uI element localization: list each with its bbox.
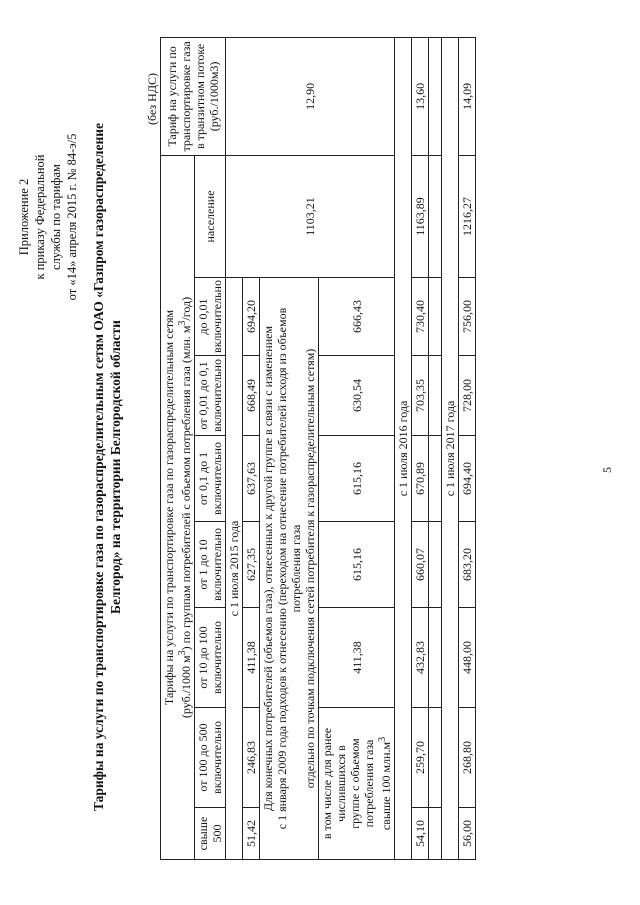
document-title (90, 37, 124, 897)
appendix-line: Приложение 2 (17, 178, 31, 256)
table-cell: 268,80 (459, 708, 476, 808)
table-cell: 615,16 (319, 436, 395, 522)
table-cell: 13,60 (412, 37, 429, 155)
appendix-line: от «14» апреля 2015 г. № 84-э/5 (65, 133, 79, 301)
table-cell: 728,00 (459, 356, 476, 436)
period-row-2016: с 1 июля 2016 года (395, 37, 412, 859)
table-cell: 259,70 (412, 708, 429, 808)
appendix-header (16, 57, 80, 377)
group-header: от 0,1 до 1 включительно (195, 436, 226, 522)
period-row-2017: с 1 июля 2017 года (442, 37, 459, 859)
table-cell: 14,09 (459, 37, 476, 155)
table-cell-blank (429, 522, 442, 608)
table-row (395, 37, 412, 859)
table-cell: 660,07 (412, 522, 429, 608)
appendix-line: службы по тарифам (49, 164, 63, 270)
table-cell: 411,38 (319, 608, 395, 708)
table-cell: 703,35 (412, 356, 429, 436)
reclassification-note: Для конечных потребителей (объемов газа), отнесенных к другой группе в связи с изменением с 1 января 2009 года подходов к отнесению (переходом на отнесение потребителей исходя из объемов потребления газа отдельно по точкам подключения сетей потребителя к газораспределительным сетям) (260, 278, 319, 860)
table-row (412, 37, 429, 859)
table-row (429, 37, 442, 859)
table-cell: 694,40 (459, 436, 476, 522)
table-cell-blank (429, 37, 442, 155)
table-cell: 666,43 (319, 278, 395, 356)
title-line: Тарифы на услуги по транспортировке газа по газораспределительным сетям ОАО «Газпром газораспределение (91, 122, 106, 812)
table-row (226, 37, 243, 859)
table-cell-blank (429, 356, 442, 436)
table-cell: 411,38 (243, 608, 260, 708)
table-row (161, 37, 195, 859)
table-cell: 448,00 (459, 608, 476, 708)
title-line: Белгород» на территории Белгородской области (108, 320, 123, 614)
tariff-table (160, 37, 476, 860)
table-cell-blank (429, 708, 442, 808)
table-row (442, 37, 459, 859)
table-cell: 627,35 (243, 522, 260, 608)
table-cell-transit-2015: 12,90 (226, 37, 395, 155)
group-header: от 1 до 10 включительно (195, 522, 226, 608)
table-row (459, 37, 476, 859)
table-row (195, 37, 226, 859)
table-cell-blank (429, 608, 442, 708)
table-cell: 432,83 (412, 608, 429, 708)
table-cell: 1216,27 (459, 155, 476, 277)
group-header: свыше 500 (195, 808, 226, 860)
table-cell: 668,49 (243, 356, 260, 436)
table-cell: 1163,89 (412, 155, 429, 277)
table-header-transit: Тариф на услуги по транспортировке газа в транзитном потоке (руб./1000м3) (161, 37, 226, 155)
group-header: до 0,01 включительно (195, 278, 226, 356)
page-number: 5 (600, 467, 614, 473)
group-header: от 10 до 100 включительно (195, 608, 226, 708)
table-cell: 756,00 (459, 278, 476, 356)
table-cell: 51,42 (243, 808, 260, 860)
table-cell: 670,89 (412, 436, 429, 522)
group-header: население (195, 155, 226, 277)
table-cell: 694,20 (243, 278, 260, 356)
table-cell: 637,63 (243, 436, 260, 522)
table-cell: 683,20 (459, 522, 476, 608)
reclassification-note-detail: в том числе для ранее числившихся в группе с объемом потребления газа свыше 100 $млн.м^3$ (319, 708, 395, 860)
table-cell: 730,40 (412, 278, 429, 356)
appendix-line: к приказу Федеральной (33, 154, 47, 280)
table-cell-blank (429, 155, 442, 277)
table-header-main: Тарифы на услуги по транспортировке газа по газораспределительным сетям (руб./1000 $м^3$) по группам потребителей с объемом потребления газа (млн. $м^3/год$) (161, 155, 195, 859)
group-header: от 0,01 до 0,1 включительно (195, 356, 226, 436)
table-cell: 54,10 (412, 808, 429, 860)
table-cell-population-2015: 1103,21 (226, 155, 395, 277)
table-cell: 615,16 (319, 522, 395, 608)
table-cell-blank (429, 278, 442, 356)
period-row-2015: с 1 июля 2015 года (226, 278, 243, 860)
table-cell-blank (429, 808, 442, 860)
table-cell: 56,00 (459, 808, 476, 860)
table-cell-blank (429, 436, 442, 522)
no-vat-label: (без НДС) (145, 72, 159, 125)
table-cell: 630,54 (319, 356, 395, 436)
group-header: от 100 до 500 включительно (195, 708, 226, 808)
table-cell: 246,83 (243, 708, 260, 808)
